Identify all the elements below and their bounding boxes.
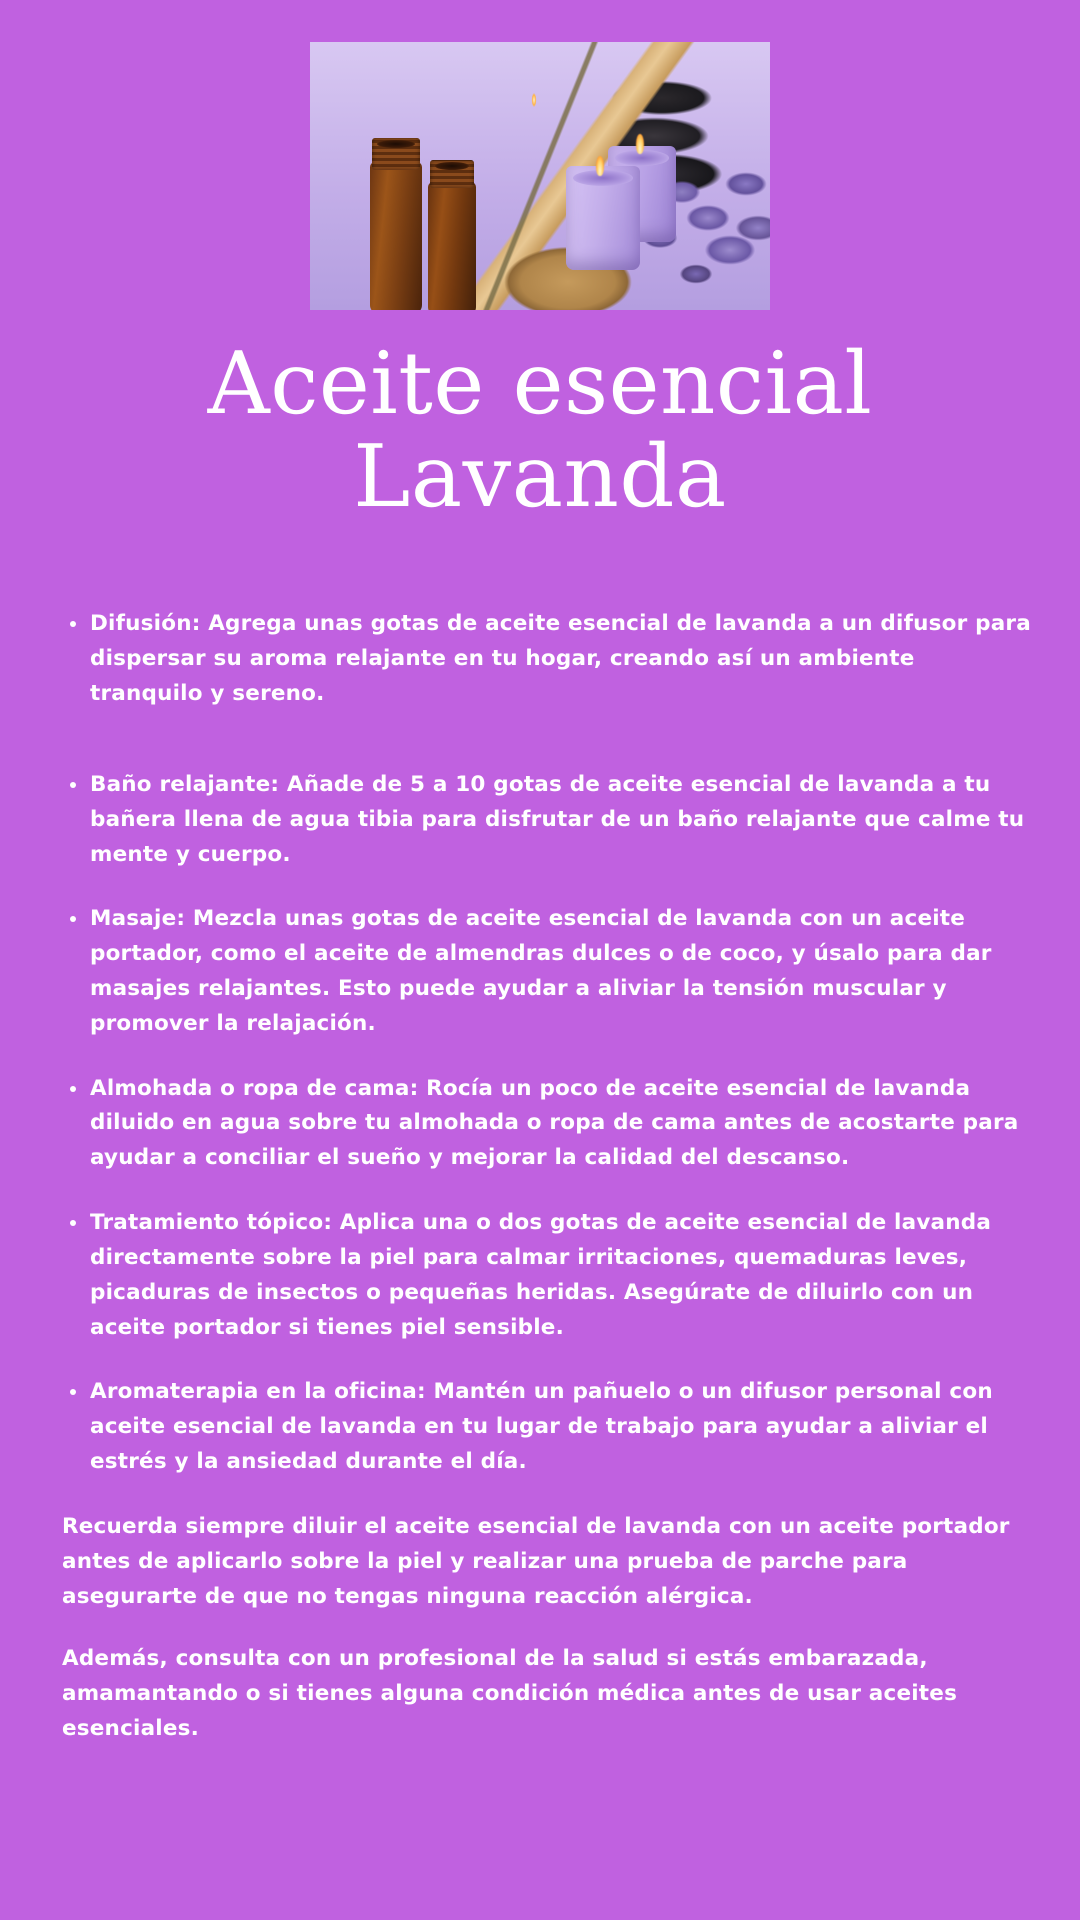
closing-notes bbox=[56, 1510, 1032, 1747]
tips-list bbox=[56, 607, 1032, 1480]
bottle-neck-icon bbox=[430, 160, 474, 188]
page-title bbox=[70, 334, 1010, 527]
candle-flame-icon bbox=[636, 134, 644, 154]
tip-body: Mantén un pañuelo o un difusor personal con aceite esencial de lavanda en tu lugar de trabajo para ayudar a aliviar el estrés y la ansiedad durante el día. bbox=[90, 1379, 993, 1475]
tip-text bbox=[90, 768, 1032, 872]
oil-bottle-icon bbox=[370, 162, 422, 310]
tip-text bbox=[90, 607, 1032, 711]
list-item bbox=[56, 1072, 1032, 1176]
page-title-line-1: Aceite esencial bbox=[207, 334, 873, 434]
tip-body: Rocía un poco de aceite esencial de lavanda diluido en agua sobre tu almohada o ropa de cama antes de acostarte para ayudar a conciliar el sueño y mejorar la calidad del descanso. bbox=[90, 1075, 1019, 1171]
tip-body: Mezcla unas gotas de aceite esencial de lavanda con un aceite portador, como el aceite de almendras dulces o de coco, y úsalo para dar masajes relajantes. Esto puede ayudar a aliviar la tensión muscular y promover la relajación. bbox=[90, 906, 992, 1036]
tip-lead: Aromaterapia en la oficina: bbox=[90, 1379, 426, 1405]
tip-text bbox=[90, 1072, 1032, 1176]
tip-lead: Tratamiento tópico: bbox=[90, 1210, 333, 1236]
tip-body: Aplica una o dos gotas de aceite esencial de lavanda directamente sobre la piel para calmar irritaciones, quemaduras leves, picaduras de insectos o pequeñas heridas. Asegúrate de diluirlo con un aceite portador si tienes piel sensible. bbox=[90, 1210, 992, 1340]
candle-flame-icon bbox=[596, 156, 604, 176]
lavender-essential-oil-photo bbox=[310, 42, 770, 310]
closing-paragraph-2: Además, consulta con un profesional de la salud si estás embarazada, amamantando o si tienes alguna condición médica antes de usar aceites esenciales. bbox=[62, 1646, 958, 1742]
tip-body: Agrega unas gotas de aceite esencial de lavanda a un difusor para dispersar su aroma relajante en tu hogar, creando así un ambiente tranquilo y sereno. bbox=[90, 611, 1031, 707]
tip-text bbox=[90, 1206, 1032, 1345]
tip-text bbox=[90, 902, 1032, 1041]
tip-lead: Baño relajante: bbox=[90, 771, 280, 797]
bottle-neck-icon bbox=[372, 138, 420, 170]
tip-lead: Masaje: bbox=[90, 906, 186, 932]
oil-bottle-icon bbox=[428, 182, 476, 310]
list-item bbox=[56, 1206, 1032, 1345]
content-body bbox=[0, 607, 1080, 1747]
list-item bbox=[56, 902, 1032, 1041]
tip-lead: Almohada o ropa de cama: bbox=[90, 1075, 419, 1101]
list-item bbox=[56, 768, 1032, 872]
hero-image-container bbox=[310, 42, 770, 310]
tip-lead: Difusión: bbox=[90, 611, 201, 637]
tip-body: Añade de 5 a 10 gotas de aceite esencial de lavanda a tu bañera llena de agua tibia para disfrutar de un baño relajante que calme tu mente y cuerpo. bbox=[90, 771, 1025, 867]
page-title-line-2: Lavanda bbox=[353, 426, 727, 527]
closing-paragraph-1: Recuerda siempre diluir el aceite esencial de lavanda con un aceite portador antes de aplicarlo sobre la piel y realizar una prueba de parche para asegurarte de que no tengas ninguna reacción alérgica. bbox=[62, 1513, 1010, 1609]
tip-text bbox=[90, 1375, 1032, 1479]
list-item bbox=[56, 607, 1032, 711]
candle-front-icon bbox=[566, 166, 640, 270]
list-item bbox=[56, 1375, 1032, 1479]
